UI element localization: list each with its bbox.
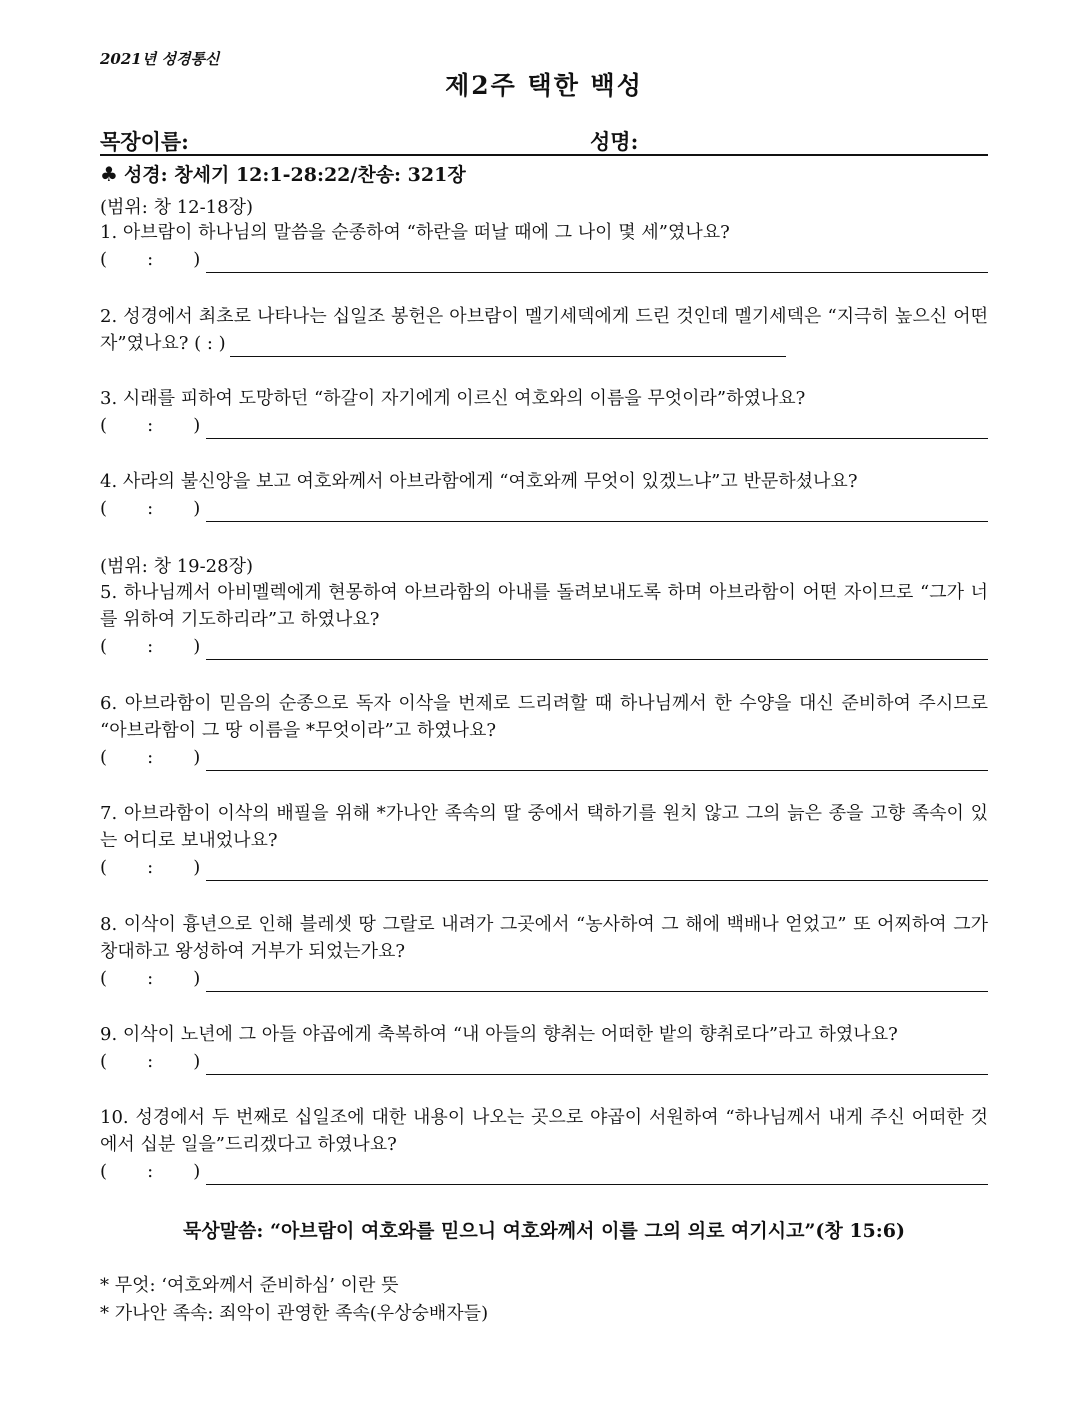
question-text	[100, 303, 988, 357]
answer-paren: ( : )	[100, 857, 201, 878]
answer-field[interactable]	[100, 495, 988, 522]
memory-verse: 묵상말씀: “아브람이 여호와를 믿으니 여호와께서 이를 그의 의로 여기시고”(창 15:6)	[182, 1220, 906, 1242]
footnote-2: * 가나안 족속: 죄악이 관영한 족속(우상숭배자들)	[100, 1303, 489, 1324]
answer-line[interactable]	[206, 501, 988, 522]
question-text: 8. 이삭이 흉년으로 인해 블레셋 땅 그랄로 내려가 그곳에서 “농사하여 그 해에 백배나 얻었고” 또 어찌하여 그가 창대하고 왕성하여 거부가 되었는가요?	[100, 914, 988, 962]
question-4	[100, 468, 988, 522]
range-label-2: (범위: 창 19-28장)	[100, 556, 253, 577]
question-text: 5. 하나님께서 아비멜렉에게 현몽하여 아브라함의 아내를 돌려보내도록 하며 아브라함이 어떤 자이므로 “그가 너를 위하여 기도하리라”고 하였나요?	[100, 582, 988, 630]
question-7	[100, 800, 988, 881]
question-6	[100, 690, 988, 771]
group-name-label: 목장이름:	[100, 129, 189, 154]
answer-paren: ( : )	[100, 1051, 201, 1072]
range-label-1: (범위: 창 12-18장)	[100, 197, 253, 218]
answer-field[interactable]	[100, 633, 988, 660]
answer-line[interactable]	[206, 860, 988, 881]
question-1	[100, 219, 988, 273]
answer-field[interactable]	[100, 1158, 988, 1185]
answer-field[interactable]	[100, 965, 988, 992]
answer-paren: ( : )	[100, 636, 201, 657]
answer-line[interactable]	[206, 418, 988, 439]
year-label: 2021년 성경통신	[100, 50, 220, 68]
answer-line[interactable]	[206, 1054, 988, 1075]
question-10	[100, 1104, 988, 1185]
answer-line[interactable]	[230, 338, 786, 357]
answer-paren: ( : )	[100, 747, 201, 768]
question-3	[100, 385, 988, 439]
person-name-label: 성명:	[590, 129, 639, 154]
question-text: 9. 이삭이 노년에 그 아들 야곱에게 축복하여 “내 아들의 향취는 어떠한 밭의 향취로다”라고 하였나요?	[100, 1024, 898, 1045]
answer-field[interactable]	[100, 412, 988, 439]
question-text: 6. 아브라함이 믿음의 순종으로 독자 이삭을 번제로 드리려할 때 하나님께서 한 수양을 대신 준비하여 주시므로 “아브라함이 그 땅 이름을 *무엇이라”고 하였나요?	[100, 693, 988, 741]
question-2	[100, 303, 988, 357]
club-icon: ♣	[100, 162, 118, 186]
answer-field[interactable]	[100, 246, 988, 273]
question-5	[100, 579, 988, 660]
answer-line[interactable]	[206, 252, 988, 273]
question-text: 1. 아브람이 하나님의 말씀을 순종하여 “하란을 떠날 때에 그 나이 몇 세”였나요?	[100, 222, 730, 243]
answer-paren: ( : )	[100, 1161, 201, 1182]
answer-paren: ( : )	[100, 249, 201, 270]
question-8	[100, 911, 988, 992]
question-text-content: 2. 성경에서 최초로 나타나는 십일조 봉헌은 아브람이 멜기세덱에게 드린 것인데 멜기세덱은 “지극히 높으신 어떤 자”였나요? ( : )	[100, 306, 988, 354]
question-9	[100, 1021, 988, 1075]
footnote-1: * 무엇: ‘여호와께서 준비하심’ 이란 뜻	[100, 1275, 399, 1296]
scripture-text: 성경: 창세기 12:1-28:22/찬송: 321장	[123, 164, 466, 186]
scripture-line	[100, 160, 466, 187]
name-field-row[interactable]	[100, 124, 988, 156]
question-text: 3. 시래를 피하여 도망하던 “하갈이 자기에게 이르신 여호와의 이름을 무엇이라”하였나요?	[100, 388, 806, 409]
question-text: 7. 아브라함이 이삭의 배필을 위해 *가나안 족속의 딸 중에서 택하기를 원치 않고 그의 늙은 종을 고향 족속이 있는 어디로 보내었나요?	[100, 803, 988, 851]
answer-paren: ( : )	[100, 968, 201, 989]
question-text: 10. 성경에서 두 번째로 십일조에 대한 내용이 나오는 곳으로 야곱이 서원하여 “하나님께서 내게 주신 어떠한 것에서 십분 일을”드리겠다고 하였나요?	[100, 1107, 988, 1155]
question-text: 4. 사라의 불신앙을 보고 여호와께서 아브라함에게 “여호와께 무엇이 있겠느냐”고 반문하셨나요?	[100, 471, 858, 492]
answer-line[interactable]	[206, 750, 988, 771]
footnotes	[100, 1272, 488, 1328]
answer-paren: ( : )	[100, 415, 201, 436]
answer-field[interactable]	[100, 744, 988, 771]
answer-line[interactable]	[206, 971, 988, 992]
answer-field[interactable]	[100, 1048, 988, 1075]
answer-paren: ( : )	[100, 498, 201, 519]
page-title: 제2주 택한 백성	[445, 71, 643, 100]
answer-line[interactable]	[206, 1164, 988, 1185]
answer-field[interactable]	[100, 854, 988, 881]
answer-line[interactable]	[206, 639, 988, 660]
